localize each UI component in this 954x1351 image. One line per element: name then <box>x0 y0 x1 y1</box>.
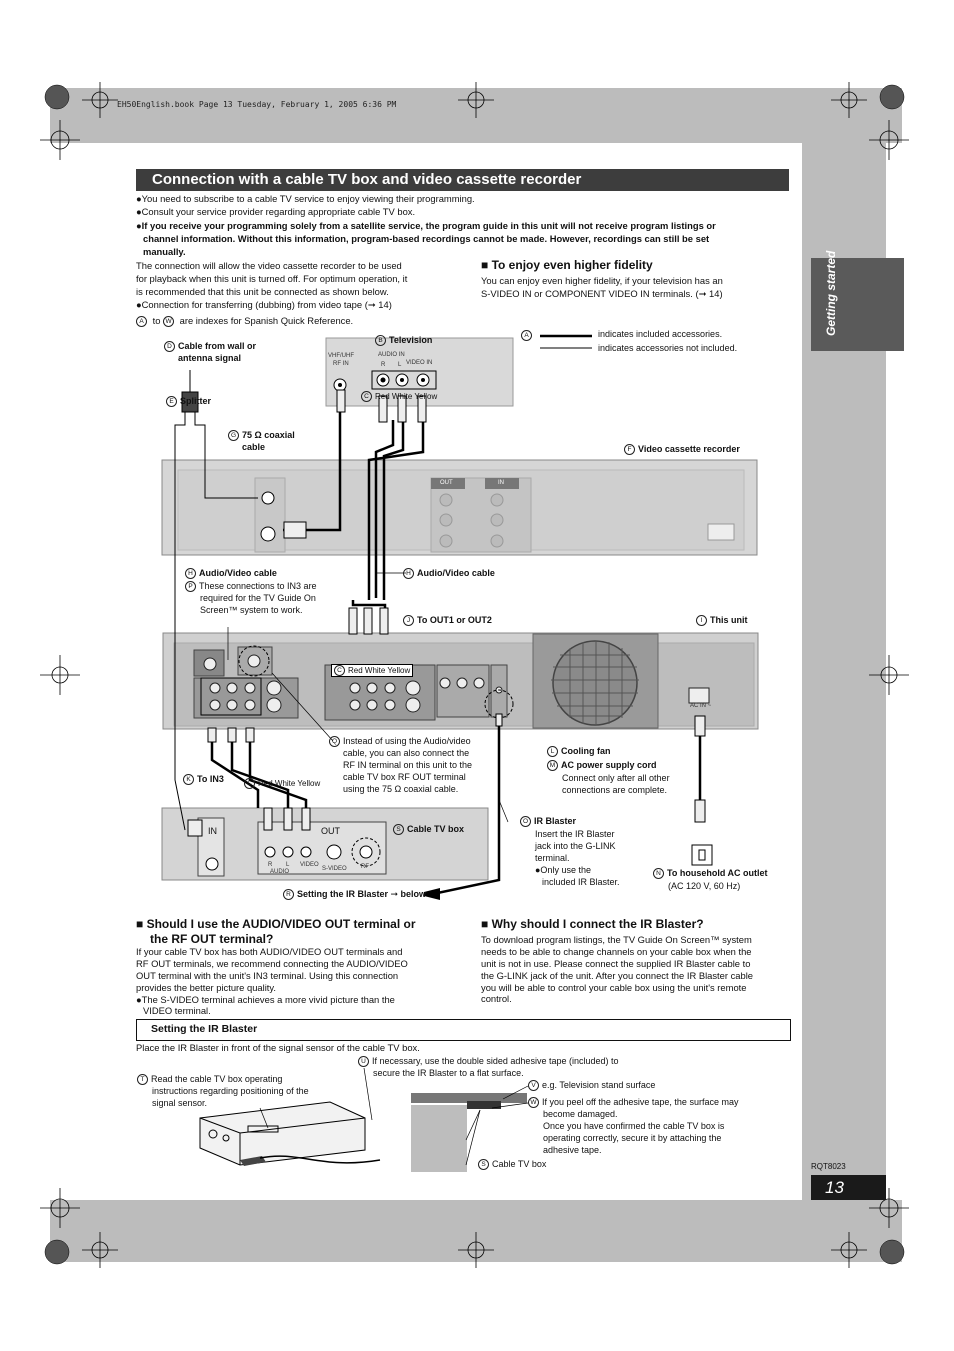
coax-label-2: cable <box>242 442 266 452</box>
in3-note-2: required for the TV Guide On <box>200 593 316 603</box>
ac-cord-note: Connect only after all other <box>562 773 670 783</box>
tape-note-2: secure the IR Blaster to a flat surface. <box>373 1068 524 1078</box>
ir-text: the G-LINK jack of the unit. After you connect the IR Blaster cable <box>481 970 754 981</box>
legend-marker: A <box>521 330 535 341</box>
rf-alt-note-5: using the 75 Ω coaxial cable. <box>343 784 459 794</box>
peel-warning-4: operating correctly, secure it by attaching the <box>543 1133 722 1143</box>
stand-surface-note: V e.g. Television stand surface <box>528 1080 655 1091</box>
fidelity-text: S-VIDEO IN or COMPONENT VIDEO IN terminals. (➞ 14) <box>481 288 723 299</box>
box-cable-colors: C Red White Yellow <box>244 778 320 789</box>
peel-warning-3: Once you have confirmed the cable TV box is <box>543 1121 725 1131</box>
to-out-label: J To OUT1 or OUT2 <box>403 615 492 626</box>
box-r-label: R <box>268 862 273 868</box>
box-in-label: IN <box>208 826 217 836</box>
peel-warning-5: adhesive tape. <box>543 1145 602 1155</box>
peel-warning-2: become damaged. <box>543 1109 618 1119</box>
box-audio-label: AUDIO <box>270 869 290 875</box>
box-rf-label: RF <box>361 864 369 870</box>
av-text: RF OUT terminals, we recommend connecting the AUDIO/VIDEO <box>136 958 408 969</box>
tape-note: U If necessary, use the double sided adhesive tape (included) to <box>358 1056 619 1067</box>
cooling-fan-label: L Cooling fan <box>547 746 611 757</box>
vcr-in-label: IN <box>498 480 504 486</box>
read-manual-note-2: instructions regarding positioning of the <box>152 1086 309 1096</box>
to-in3-label: K To IN3 <box>183 774 224 785</box>
intro-bullet: ●You need to subscribe to a cable TV service to enjoy viewing their programming. <box>136 193 475 204</box>
av-text: If your cable TV box has both AUDIO/VIDEO OUT terminals and <box>136 946 403 957</box>
ir-note-5: included IR Blaster. <box>542 877 620 887</box>
read-manual-note-3: signal sensor. <box>152 1098 208 1108</box>
page-title: Connection with a cable TV box and video cassette recorder <box>152 171 582 188</box>
left-paragraph: The connection will allow the video cassette recorder to be used <box>136 260 402 271</box>
av-heading: ■ Should I use the AUDIO/VIDEO OUT terminal or <box>136 917 416 931</box>
av-text: ●The S-VIDEO terminal achieves a more vivid picture than the <box>136 994 395 1005</box>
in3-note: P These connections to IN3 are <box>185 581 317 592</box>
legend-not-included: indicates accessories not included. <box>598 343 738 353</box>
rf-alt-note-3: RF IN terminal on this unit to the <box>343 760 473 770</box>
intro-bullet: ●Consult your service provider regarding appropriate cable TV box. <box>136 206 416 217</box>
ir-text: you will be able to control your cable box using the unit's remote <box>481 982 747 993</box>
ir-note-4: ●Only use the <box>535 865 591 875</box>
coax-label: G 75 Ω coaxial <box>228 430 295 441</box>
antenna-label: antenna signal <box>178 353 242 363</box>
ir-text: unit is not in use. Please connect the supplied IR Blaster cable to <box>481 958 751 969</box>
index-note: A to W are indexes for Spanish Quick Reference. <box>136 315 353 328</box>
set-ir-below-label: R Setting the IR Blaster ➞ below <box>283 889 426 900</box>
ac-cord-label: M AC power supply cord <box>547 760 657 771</box>
read-manual-note: T Read the cable TV box operating <box>137 1074 282 1085</box>
left-paragraph: is recommended that this unit be connected as shown below. <box>136 286 389 297</box>
page-number: 13 <box>825 1178 844 1197</box>
rf-alt-note-2: cable, you can also connect the <box>343 748 470 758</box>
outlet-spec: (AC 120 V, 60 Hz) <box>668 881 741 891</box>
box-l-label: L <box>286 862 290 868</box>
box-svideo-label: S-VIDEO <box>322 866 347 872</box>
cable-box-note: S Cable TV box <box>478 1159 546 1170</box>
cable-box-label: S Cable TV box <box>393 824 464 835</box>
box-out-label: OUT <box>321 826 340 836</box>
file-header: EH50English.book Page 13 Tuesday, February 1, 2005 6:36 PM <box>117 100 397 109</box>
av-heading-2: the RF OUT terminal? <box>150 932 274 946</box>
av-text: provides the better picture quality. <box>136 982 277 993</box>
vcr-label: F Video cassette recorder <box>624 444 740 455</box>
tv-video-in-label: VIDEO IN <box>406 360 433 366</box>
ir-text: To download program listings, the TV Guide On Screen™ system <box>481 934 752 945</box>
ir-note-2: jack into the G-LINK <box>535 841 616 851</box>
ir-note-3: terminal. <box>535 853 570 863</box>
unit-cable-colors: C Red White Yellow <box>331 664 413 677</box>
fidelity-heading: ■ To enjoy even higher fidelity <box>481 258 653 272</box>
ir-note-1: Insert the IR Blaster <box>535 829 615 839</box>
tv-vhf-label: VHF/UHF <box>328 353 354 359</box>
section-tab-label: Getting started <box>824 250 838 336</box>
cable-wall-label: D Cable from wall or <box>164 341 256 352</box>
setting-ir-title: Setting the IR Blaster <box>151 1023 258 1035</box>
splitter-label: E Splitter <box>166 396 211 407</box>
left-paragraph: ●Connection for transferring (dubbing) from video tape (➞ 14) <box>136 299 392 310</box>
television-label: B Television <box>375 335 432 346</box>
intro-warning: ●If you receive your programming solely from a satellite service, the program guide in this unit will not receive program listings or <box>136 220 716 231</box>
tv-rf-in-label: RF IN <box>333 361 349 367</box>
left-paragraph: for playback when this unit is turned off. For optimum operation, it <box>136 273 408 284</box>
ir-blaster-label: O IR Blaster <box>520 816 576 827</box>
av-cable-label-2: H Audio/Video cable <box>403 568 495 579</box>
ac-cord-note-2: connections are complete. <box>562 785 668 795</box>
av-text: OUT terminal with the unit's IN3 terminal. Using this connection <box>136 970 399 981</box>
intro-warning: manually. <box>143 246 186 257</box>
ir-text: needs to be able to change channels on your cable box when the <box>481 946 752 957</box>
tv-r-label: R <box>381 362 386 368</box>
ir-heading: ■ Why should I connect the IR Blaster? <box>481 917 704 931</box>
rf-alt-note: Q Instead of using the Audio/video <box>329 736 471 747</box>
intro-warning: channel information. Without this information, program-based recordings cannot be made. However, recordings can still be set <box>143 233 710 244</box>
doc-code: RQT8023 <box>811 1162 846 1171</box>
legend-included: indicates included accessories. <box>598 329 723 339</box>
tv-audio-in-label: AUDIO IN <box>378 352 405 358</box>
tv-cable-colors: C Red White Yellow <box>361 391 437 402</box>
rf-alt-note-4: cable TV box RF OUT terminal <box>343 772 466 782</box>
setting-place-text: Place the IR Blaster in front of the signal sensor of the cable TV box. <box>136 1042 420 1053</box>
in3-note-3: Screen™ system to work. <box>200 605 303 615</box>
ac-in-label: AC IN ~ <box>690 703 712 709</box>
box-video-label: VIDEO <box>300 862 319 868</box>
av-text: VIDEO terminal. <box>143 1005 211 1016</box>
peel-warning: W If you peel off the adhesive tape, the surface may <box>528 1097 738 1108</box>
this-unit-label: I This unit <box>696 615 748 626</box>
vcr-out-label: OUT <box>440 480 453 486</box>
tv-l-label: L <box>398 362 402 368</box>
ir-text: control. <box>481 993 512 1004</box>
av-cable-label: H Audio/Video cable <box>185 568 277 579</box>
outlet-label: N To household AC outlet <box>653 868 768 879</box>
fidelity-text: You can enjoy even higher fidelity, if your television has an <box>481 275 723 286</box>
